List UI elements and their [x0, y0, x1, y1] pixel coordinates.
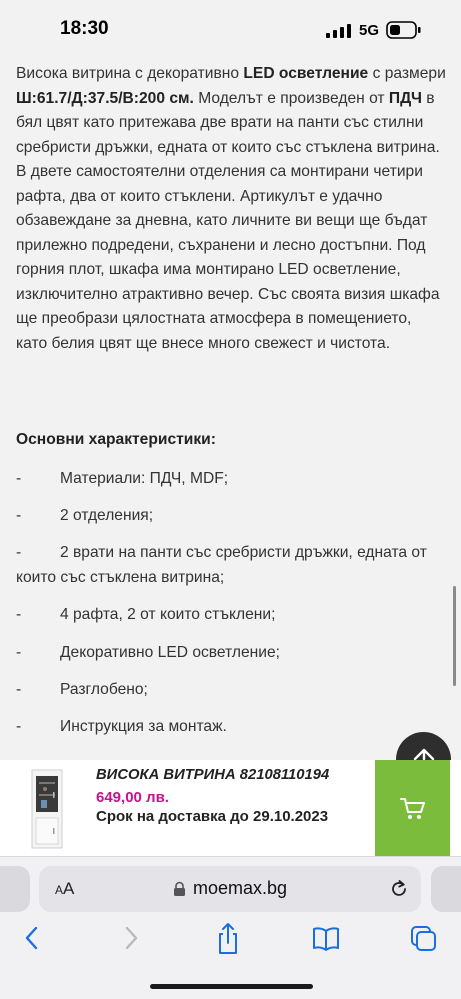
page-settings-button[interactable]: AA	[55, 879, 75, 898]
tabs-icon[interactable]	[410, 919, 438, 957]
cart-icon	[400, 797, 426, 821]
status-time: 18:30	[60, 18, 109, 39]
product-title[interactable]: ВИСОКА ВИТРИНА 82108110194	[96, 767, 330, 783]
add-to-cart-button[interactable]	[375, 760, 450, 857]
list-item-text: Инструкция за монтаж.	[60, 718, 227, 735]
reload-icon[interactable]	[389, 879, 409, 899]
back-icon[interactable]	[21, 919, 43, 957]
list-item-text: 2 врати на панти със сребристи дръжки, едната от които със стъклена витрина;	[16, 544, 427, 586]
status-bar	[0, 0, 461, 58]
share-icon[interactable]	[215, 919, 241, 957]
list-item	[16, 504, 446, 529]
address-bar[interactable]	[39, 866, 421, 912]
list-bullet: -	[16, 544, 22, 561]
forward-icon[interactable]	[120, 919, 142, 957]
list-item	[16, 678, 446, 703]
battery-icon	[386, 20, 422, 40]
previous-tab-peek[interactable]	[0, 866, 30, 912]
list-item	[16, 467, 446, 492]
list-item	[16, 641, 446, 666]
delivery-date: Срок на доставка до 29.10.2023	[96, 808, 329, 825]
list-item-text: 2 отделения;	[60, 507, 154, 524]
next-tab-peek[interactable]	[431, 866, 461, 912]
signal-bars-icon	[326, 24, 352, 38]
list-item-text: Материали: ПДЧ, MDF;	[60, 470, 229, 487]
features-heading: Основни характеристики:	[16, 431, 216, 448]
list-item-text: 4 рафта, 2 от които стъклени;	[60, 606, 276, 623]
list-item-text: Декоративно LED осветление;	[60, 644, 280, 661]
article-content	[0, 58, 461, 760]
sticky-product-bar	[0, 760, 461, 857]
product-price: 649,00 лв.	[96, 789, 169, 806]
list-bullet: -	[16, 606, 22, 623]
url-text[interactable]: moemax.bg	[193, 878, 288, 898]
list-item-text: Разглобено;	[60, 681, 148, 698]
list-item	[16, 603, 446, 628]
lock-icon	[173, 881, 186, 897]
scrollbar-thumb[interactable]	[453, 586, 456, 686]
network-label: 5G	[359, 22, 380, 39]
product-thumbnail[interactable]	[27, 768, 67, 852]
list-item	[16, 541, 446, 590]
list-bullet: -	[16, 718, 22, 735]
list-bullet: -	[16, 681, 22, 698]
arrow-up-icon	[412, 747, 436, 761]
product-description: Висока витрина с декоративно LED осветление с размери Ш:61.7/Д:37.5/В:200 см. Моделът е произведен от ПДЧ в бял цвят като притежава две врати на панти със стилни сребристи дръжки, едната от които със стъклена витрина. В двете самостоятелни отделения са монтирани четири рафта, два от които стъклени. Артикулът е удачно обзавеждане за дневна, като личните ви вещи ще бъдат прилежно подредени, съхранени и лесно достъпни. Под горния плот, шкафа има монтирано LED осветление, изключително атрактивно вечер. Със своята визия шкафа ще преобрази цялостната атмосфера в помещението, като белия цвят ще внесе много свежест и чистота.	[16, 65, 446, 352]
browser-bottom-bar	[0, 857, 461, 999]
list-item	[16, 715, 446, 740]
home-indicator[interactable]	[150, 984, 313, 989]
list-bullet: -	[16, 470, 22, 487]
bookmarks-icon[interactable]	[311, 919, 341, 957]
list-bullet: -	[16, 644, 22, 661]
list-bullet: -	[16, 507, 22, 524]
